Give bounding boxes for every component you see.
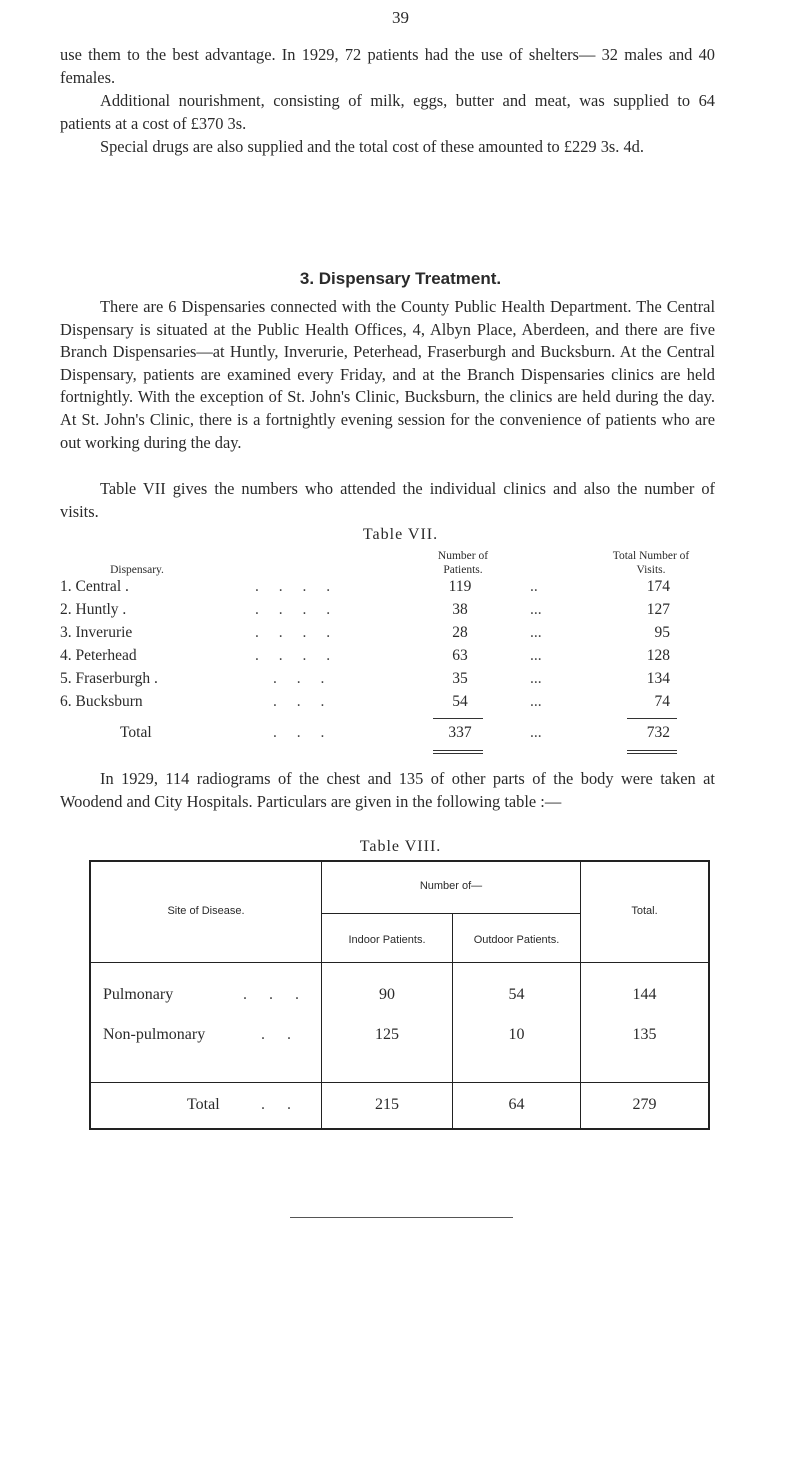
- patients-count: 63: [452, 647, 468, 664]
- total-total: 279: [632, 1096, 657, 1113]
- leader-dots: . . . .: [255, 578, 339, 595]
- table-vii-total-double-rule: [433, 753, 483, 754]
- dispensary-name: 3. Inverurie: [60, 624, 133, 641]
- non-pulmonary-indoor: 125: [375, 1026, 399, 1043]
- patients-count: 54: [452, 693, 468, 710]
- total-outdoor: 64: [508, 1096, 525, 1113]
- table-border-left: [89, 860, 91, 1130]
- table-vii-total-row: [60, 724, 720, 746]
- table-border-right: [708, 860, 710, 1130]
- leader-dots: . .: [261, 1026, 300, 1043]
- paragraph-table-vii-intro: Table VII gives the numbers who attended the individual clinics and also the number of visits.: [60, 479, 715, 521]
- leader-dots: ..: [530, 578, 538, 595]
- total-top-rule: [89, 1082, 710, 1083]
- header-site: Site of Disease.: [167, 905, 245, 917]
- header-number-of: Number of—: [419, 880, 483, 892]
- leader-dots: . . . .: [255, 601, 339, 618]
- table-vii-row-fraserburgh: [60, 670, 720, 692]
- visits-count: 174: [646, 578, 670, 595]
- leader-dots: ...: [530, 601, 542, 618]
- leader-dots: . . . .: [255, 647, 339, 664]
- dispensary-name: 1. Central .: [60, 578, 129, 595]
- patients-total: 337: [448, 724, 472, 741]
- table-vii-title: Table VII.: [362, 526, 439, 543]
- page-number: 39: [392, 8, 409, 27]
- leader-dots: ...: [530, 724, 542, 741]
- paragraph-radiograms: In 1929, 114 radiograms of the chest and 135 of other parts of the body were taken at Woodend and City Hospitals. Particulars are given in the following table :—: [60, 769, 715, 811]
- leader-dots: . . .: [273, 670, 333, 687]
- table-vii-total-double-rule: [627, 753, 677, 754]
- leader-dots: . . .: [273, 724, 333, 741]
- table-vii-total-double-rule: [433, 750, 483, 751]
- pulmonary-total: 144: [632, 986, 657, 1003]
- leader-dots: . .: [261, 1096, 300, 1113]
- visits-count: 134: [646, 670, 670, 687]
- dispensary-name: 4. Peterhead: [60, 647, 137, 664]
- table-vii-subtotal-rule: [627, 718, 677, 719]
- leader-dots: . . . .: [255, 624, 339, 641]
- total-label: Total: [120, 724, 152, 741]
- table-vii-header-visits: Total Number of Visits.: [612, 550, 690, 576]
- header-outdoor: Outdoor Patients.: [473, 934, 560, 946]
- leader-dots: . . .: [243, 986, 308, 1003]
- leader-dots: . . .: [273, 693, 333, 710]
- table-viii: [89, 860, 710, 1130]
- table-vii-row-central: [60, 578, 720, 600]
- table-vii-total-double-rule: [627, 750, 677, 751]
- table-vii-row-huntly: [60, 601, 720, 623]
- leader-dots: ...: [530, 647, 542, 664]
- table-vii-row-inverurie: [60, 624, 720, 646]
- visits-total: 732: [646, 724, 670, 741]
- pulmonary-outdoor: 54: [508, 986, 525, 1003]
- header-split-rule: [322, 913, 580, 914]
- patients-count: 38: [452, 601, 468, 618]
- paragraph-special-drugs: Special drugs are also supplied and the total cost of these amounted to £229 3s. 4d.: [100, 137, 644, 156]
- row-label-total: Total: [187, 1096, 220, 1113]
- patients-count: 28: [452, 624, 468, 641]
- section-heading: 3. Dispensary Treatment.: [299, 269, 502, 288]
- patients-count: 119: [448, 578, 472, 595]
- patients-count: 35: [452, 670, 468, 687]
- visits-count: 127: [646, 601, 670, 618]
- non-pulmonary-outdoor: 10: [508, 1026, 525, 1043]
- dispensary-name: 2. Huntly .: [60, 601, 127, 618]
- pulmonary-indoor: 90: [379, 986, 395, 1003]
- visits-count: 95: [654, 624, 670, 641]
- table-vii-header-dispensary: Dispensary.: [110, 564, 164, 576]
- table-border-top: [89, 860, 710, 862]
- table-vii-row-peterhead: [60, 647, 720, 669]
- leader-dots: ...: [530, 670, 542, 687]
- dispensary-name: 5. Fraserburgh .: [60, 670, 158, 687]
- table-border-bottom: [89, 1128, 710, 1130]
- row-label-pulmonary: Pulmonary: [103, 986, 174, 1003]
- row-label-non-pulmonary: Non-pulmonary: [103, 1026, 206, 1043]
- paragraph-nourishment: Additional nourishment, consisting of milk, eggs, butter and meat, was supplied to 64 patients at a cost of £370 3s.: [60, 91, 715, 133]
- visits-count: 74: [654, 693, 670, 710]
- footer-rule: [290, 1217, 513, 1218]
- header-indoor: Indoor Patients.: [348, 934, 426, 946]
- table-vii-header-patients: Number of Patients.: [437, 550, 489, 576]
- table-vii-row-bucksburn: [60, 693, 720, 715]
- header-total: Total.: [631, 905, 658, 917]
- table-vii-subtotal-rule: [433, 718, 483, 719]
- total-indoor: 215: [375, 1096, 399, 1113]
- visits-count: 128: [646, 647, 670, 664]
- dispensary-name: 6. Bucksburn: [60, 693, 143, 710]
- paragraph-dispensaries: There are 6 Dispensaries connected with the County Public Health Department. The Central Dispensary is situated at the Public Health Offices, 4, Albyn Place, Aberdeen, and there are five Branch Dispensaries—at Huntly, Inverurie, Peterhead, Fraserburgh and Bucksburn. At the Central Dispensary, patients are examined every Friday, and at the Branch Dispensaries clinics are held fortnightly. With the exception of St. John's Clinic, Bucksburn, the clinics are held during the day. At St. John's Clinic, there is a fortnightly evening session for the convenience of patients who are out working during the day.: [60, 297, 715, 452]
- table-viii-title: Table VIII.: [359, 838, 442, 855]
- header-bottom-rule: [89, 962, 710, 963]
- leader-dots: ...: [530, 624, 542, 641]
- non-pulmonary-total: 135: [632, 1026, 657, 1043]
- leader-dots: ...: [530, 693, 542, 710]
- paragraph-shelters: use them to the best advantage. In 1929, 72 patients had the use of shelters— 32 males and 40 females.: [60, 45, 715, 87]
